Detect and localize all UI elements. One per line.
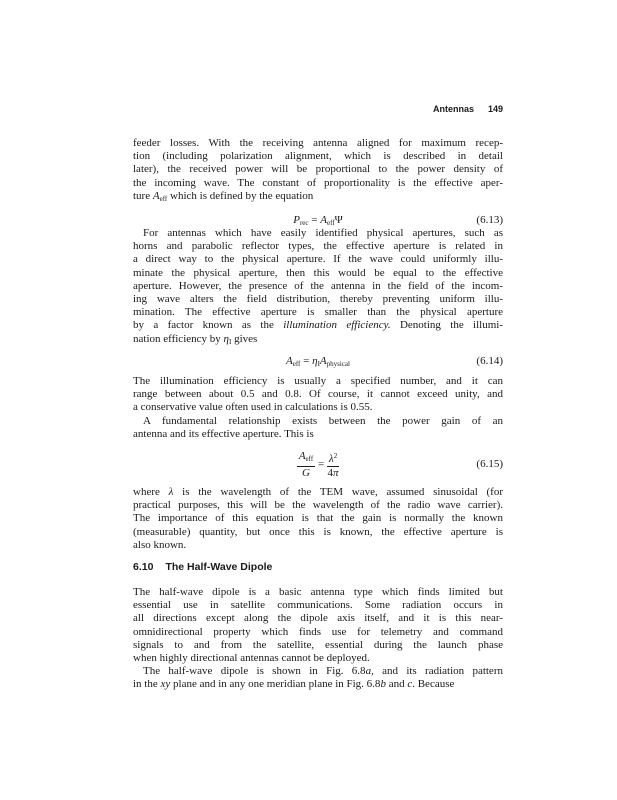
text-run: a conservative value often used in calculations is 0.55. [133,401,373,414]
text-run: Ψ [334,214,343,226]
text-line [133,486,503,499]
text-run: in the [133,678,161,691]
equation-body [133,353,503,372]
text-line [133,306,503,319]
text-run: = [308,214,321,226]
text-run: ture [133,189,153,202]
text-line [133,280,503,293]
math-symbol: λ [328,453,334,465]
page-number: 149 [487,104,503,114]
text-line [133,626,503,639]
text-run: The half-wave dipole is shown in Fig. 6.8 [143,665,366,678]
fraction [327,450,339,480]
text-run: by a factor known as the [133,319,284,332]
text-run: omnidirectional property which finds use for telemetry and command [133,625,503,638]
equation-6-15 [133,450,503,478]
text-run: feeder losses. With the receiving antenna aligned for maximum recep- [133,137,503,149]
text-run: tion (including polarization alignment, which is described in detail [133,150,503,163]
running-header-title: Antennas [432,104,474,114]
fraction [297,450,315,480]
section-title: The Half-Wave Dipole [165,561,273,573]
text-run: which is defined by the equation [167,189,314,202]
math-symbol: illumination efficiency. [283,319,391,332]
subscript: eff [292,360,301,368]
text-run: all directions except along the dipole axis itself, and it is this near- [133,612,503,625]
math-symbol: λ [168,486,174,498]
equation-body [133,450,503,480]
text-run: when highly directional antennas cannot be deployed. [133,651,370,664]
section-heading [133,561,272,574]
text-line [133,163,503,176]
text-run: 4 [327,467,334,479]
subscript: physical [326,360,350,368]
text-run: Denoting the illumi- [390,319,504,332]
subscript: eff [326,219,335,227]
paragraph-dipole-pattern [133,665,503,691]
text-line [133,526,503,539]
equation-6-13 [133,212,503,228]
equation-number: (6.13) [476,214,503,226]
math-symbol: b [380,678,386,691]
math-symbol: c [407,678,413,691]
text-run: minate the physical aperture, then this would be equal to the effective [133,266,503,279]
text-line [133,415,503,428]
text-line [133,150,503,163]
text-line [133,240,503,253]
text-run: the incoming wave. The constant of proportionality is the effective aper- [133,176,503,189]
text-run: a direct way to the physical aperture. If the wave could uniformly illu- [133,253,503,266]
math-symbol: A [152,189,160,202]
text-run: horns and parabolic reflector types, the effective aperture is related in [133,240,503,253]
paragraph-illumination-efficiency [133,375,503,415]
equation-6-14 [133,353,503,369]
text-line [133,333,503,346]
text-line [133,401,503,414]
text-line [133,293,503,306]
text-run: range between about 0.5 and 0.8. Of course, it cannot exceed unity, and [133,388,503,401]
text-line [133,388,503,401]
text-run: (measurable) quantity, but once this is known, the effective aperture is [133,525,503,538]
paragraph-wavelength [133,486,503,552]
subscript: I [317,360,320,368]
text-run: The importance of this equation is that the gain is normally the known [133,512,503,525]
text-line [133,375,503,388]
text-line [133,177,503,190]
text-line [133,190,503,203]
text-run: essential use in satellite communications. Some radiation occurs in [133,599,503,612]
text-line [133,428,503,441]
text-line [133,253,503,266]
paragraph-effective-aperture [133,227,503,346]
subscript: eff [305,455,314,463]
text-run: nation efficiency by [133,332,224,345]
paragraph-received-power [133,137,503,203]
text-line [133,137,503,150]
text-run: mination. The effective aperture is smaller than the physical aperture [133,306,503,319]
text-run: = [300,355,313,367]
text-line [133,319,503,332]
text-line [133,678,503,691]
text-run: gives [231,332,258,345]
denominator [302,467,310,480]
superscript: 2 [333,452,338,460]
text-run: A fundamental relationship exists between the power gain of an [143,414,503,427]
text-line [133,499,503,512]
subscript: eff [159,194,168,203]
subscript: I [228,337,232,346]
running-header [433,104,503,114]
text-run: is the wavelength of the TEM wave, assumed sinusoidal (for [173,486,504,498]
math-symbol: G [302,467,310,479]
math-symbol: A [298,450,306,462]
math-symbol: η [312,355,318,367]
text-run: For antennas which have easily identified physical apertures, such as [143,227,503,239]
text-run: and [385,678,408,691]
text-line [133,639,503,652]
math-symbol: A [286,355,293,367]
math-symbol: A [320,214,327,226]
text-run: The illumination efficiency is usually a specified number, and it can [133,375,503,387]
equals-sign: = [315,458,327,471]
text-line [133,599,503,612]
text-run: plane and in any one meridian plane in Fig. 6.8 [170,678,381,691]
section-number: 6.10 [133,561,154,573]
math-symbol: xy [160,678,171,691]
text-run: , and its radiation pattern [371,665,503,678]
text-run: antenna and its effective aperture. This is [133,427,314,440]
text-run: practical purposes, this will be the wavelength of the radio wave carrier). [133,499,503,512]
text-run: aperture. However, the presence of the antenna in the field of the incom- [133,279,503,292]
equation-number: (6.15) [476,458,503,470]
text-run: . Because [412,678,455,691]
text-line [133,652,503,665]
math-symbol: π [333,467,339,479]
text-run: where [133,486,169,498]
subscript: rec [299,219,309,227]
paragraph-gain-relationship [133,415,503,441]
math-symbol: P [293,214,300,226]
math-symbol: η [223,332,229,345]
denominator [328,467,339,480]
equation-number: (6.14) [476,355,503,367]
numerator [327,450,339,467]
text-line [133,227,503,240]
text-run: signals to and from the satellite, essential during the launch phase [133,638,503,651]
text-line [133,586,503,599]
text-run: ing wave alters the field distribution, thereby preventing uniform illu- [133,292,503,305]
text-run: later), the received power will be proportional to the power density of [133,163,503,176]
text-line [133,612,503,625]
text-line [133,512,503,525]
text-line [133,665,503,678]
text-line [133,267,503,280]
math-symbol: a [365,665,372,678]
text-run: The half-wave dipole is a basic antenna type which finds limited but [133,586,503,598]
text-line [133,539,503,552]
math-symbol: A [319,355,327,367]
paragraph-half-wave-dipole [133,586,503,665]
numerator [297,450,315,467]
text-run: also known. [133,538,187,551]
